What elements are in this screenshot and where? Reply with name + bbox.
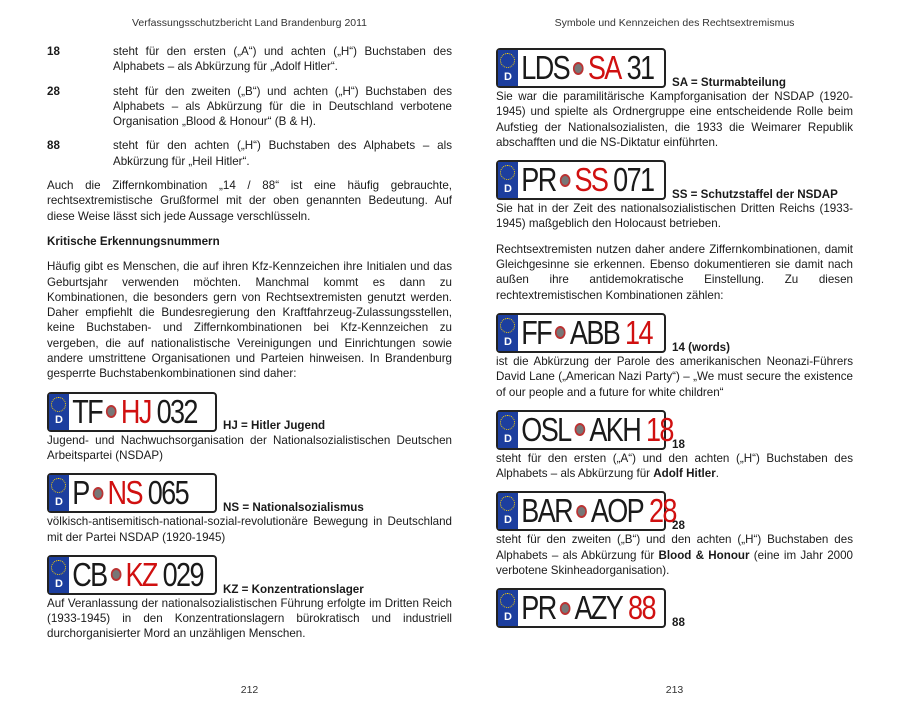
left-page-body (47, 44, 452, 652)
eu-stars-icon (51, 478, 66, 493)
definition-text: steht für den ersten („A“) und achten („H“) Buchstaben des Alphabets – als Abkürzung für „Adolf Hitler“. (113, 45, 452, 74)
plate-description: Jugend- und Nachwuchsorganisation der Nationalsozialistischen Deutschen Arbeitspartei (NSDAP) (47, 433, 452, 462)
license-plate (496, 48, 666, 88)
description-text: (eine im Jahr 2000 verbotene Skinheadorganisation). (496, 548, 853, 578)
plate-row-88 (496, 588, 853, 628)
eu-band (498, 412, 518, 448)
definition-number: 18 (47, 45, 60, 58)
country-code: D (55, 495, 63, 508)
license-plate (47, 473, 217, 513)
plate-row-sa (496, 48, 853, 88)
right-page (496, 0, 853, 712)
plate-district: OSL (521, 410, 571, 448)
plate-row-ns (47, 473, 452, 513)
license-plate (496, 160, 666, 200)
description-text: steht für den ersten („A“) und den achten („H“) Buchstaben des Alphabets – als Abkürzung für (496, 451, 853, 481)
plate-description: völkisch-antisemitisch-national-sozial-revolutionäre Bewegung in Deutschland mit der Partei NSDAP (1920-1945) (47, 515, 452, 544)
plate-row-28 (496, 491, 853, 531)
registration-seal-icon (576, 505, 587, 518)
plate-row-18 (496, 410, 853, 450)
eu-band (498, 50, 518, 86)
registration-seal-icon (111, 568, 122, 581)
page-number-left: 212 (240, 684, 259, 696)
eu-stars-icon (51, 560, 66, 575)
eu-stars-icon (500, 165, 515, 180)
plate-caption: NS = Nationalsozialismus (223, 500, 364, 514)
license-plate (496, 313, 666, 353)
country-code: D (504, 611, 512, 624)
plate-caption: 18 (672, 437, 685, 451)
eu-stars-icon (500, 318, 515, 333)
plate-digits: 14 (625, 313, 652, 351)
right-page-body (496, 48, 853, 629)
plate-district: LDS (521, 49, 570, 86)
registration-seal-icon (560, 174, 571, 187)
running-head-left: Verfassungsschutzbericht Land Brandenburg 2011 (131, 17, 368, 29)
country-code: D (504, 514, 512, 527)
plate-digits: 065 (147, 474, 188, 512)
plate-digits: 88 (628, 589, 655, 627)
definition-text: steht für den zweiten („B“) und achten („H“) Buchstaben des Alphabets – als Abkürzung für die in Deutschland verbotene Organisation „Blood & Honour“ (B & H). (113, 84, 452, 129)
license-plate (47, 555, 217, 595)
plate-letters: ABB (569, 313, 620, 351)
description-emphasis: Adolf Hitler (653, 467, 716, 481)
plate-digits: 28 (648, 492, 676, 530)
country-code: D (55, 577, 63, 590)
definition-number: 28 (47, 84, 60, 98)
paragraph-combination: Auch die Ziffernkombination „14 / 88“ ist eine häufig gebrauchte, rechtsextremistische Grußformel mit der oben genannten Bedeutung. Auf diese Weise lässt sich jede Aussage verschlüsseln. (47, 179, 452, 223)
plate-district: BAR (521, 492, 573, 530)
license-plate (496, 588, 666, 628)
paragraph-numbers: Rechtsextremisten nutzen daher andere Ziffernkombinationen, damit Gleichgesinne sie erkennen. Ebenso dokumentieren sie damit nach außen ihre antidemokratische Einstellung. Zu diesen rechtextremistischen Kombinationen zählen: (496, 242, 853, 302)
eu-band (49, 557, 69, 593)
plate-caption: 28 (672, 519, 685, 533)
eu-band (498, 162, 518, 198)
plate-district: FF (521, 313, 552, 351)
plate-district: TF (72, 392, 103, 430)
license-plate (496, 410, 673, 450)
plate-description: Auf Veranlassung der nationalsozialistischen Führung erfolgte im Dritten Reich (1933-1945) in den Konzentrationslagern bürokratisch und industriell durchorganisierter Mord an unzähligen Menschen. (47, 596, 452, 641)
plate-description: ist die Abkürzung der Parole des amerikanischen Neonazi-Führers David Lane („American Nazi Party“) – „We must secure the existence of our people and a future for white children“ (496, 354, 853, 399)
country-code: D (55, 414, 63, 427)
eu-stars-icon (51, 397, 66, 412)
description-text: steht für den zweiten („B“) und den achten („H“) Buchstaben des Alphabets – als Abkürzung für (496, 533, 853, 562)
plate-description: Sie hat in der Zeit des nationalsozialistischen Dritten Reichs (1933-1945) maßgeblich den Holocaust betrieben. (496, 202, 853, 231)
plate-letters: AOP (590, 492, 644, 530)
country-code: D (504, 70, 512, 83)
running-head-right: Symbole und Kennzeichen des Rechtsextremismus (554, 17, 795, 29)
plate-digits: 071 (613, 161, 654, 199)
subheading: Kritische Erkennungsnummern (47, 234, 220, 248)
plate-letters: KZ (125, 555, 157, 593)
eu-stars-icon (500, 496, 515, 511)
eu-stars-icon (500, 53, 515, 68)
plate-caption: SS = Schutzstaffel der NSDAP (672, 187, 838, 201)
plate-district: PR (521, 589, 556, 627)
plate-letters: SA (587, 49, 621, 86)
eu-stars-icon (500, 593, 515, 608)
plate-row-ss (496, 160, 853, 200)
eu-band (498, 493, 518, 529)
paragraph-intro: Häufig gibt es Menschen, die auf ihren Kfz-Kennzeichen ihre Initialen und das Geburtsjahr verwenden möchten. Manchmal kommt es dann zu Kombinationen, die besonders gern von Rechtsextremisten genutzt werden. Daher empfiehlt die Bundesregierung den Kraftfahrzeug-Zulassungsstellen, keine Buchstaben- und Ziffernkombinationen bei Kfz-Kennzeichen zu vergeben, die auf nationalistische Vereinigungen und Einrichtungen sowie andere umstrittene Organisationen und Parteien hinweisen. In Brandenburg gesperrte Buchstabenkombinationen sind daher: (47, 260, 452, 381)
definition-18 (47, 44, 452, 75)
definition-number: 88 (47, 139, 60, 153)
description-emphasis: Blood & Honour (658, 548, 750, 562)
plate-row-kz (47, 555, 452, 595)
eu-band (49, 394, 69, 430)
plate-letters: AZY (574, 589, 623, 627)
plate-caption: KZ = Konzentrationslager (223, 582, 364, 596)
registration-seal-icon (560, 602, 571, 615)
plate-caption: 14 (words) (672, 340, 730, 354)
plate-district: P (72, 474, 89, 512)
country-code: D (504, 335, 512, 348)
plate-description: Sie war die paramilitärische Kampforganisation der NSDAP (1920-1945) und spielte als Ordnergruppe eine entscheidende Rolle beim Aufstieg der Nationalsozialisten, die 1933 die Weimarer Republik abschafften und die NS-Diktatur einführten. (496, 90, 853, 149)
plate-digits: 029 (162, 555, 203, 593)
plate-caption: HJ = Hitler Jugend (223, 419, 326, 433)
plate-digits: 032 (156, 392, 197, 430)
plate-description (496, 532, 853, 578)
plate-digits: 18 (645, 410, 673, 448)
plate-caption: 88 (672, 616, 685, 630)
description-text: . (715, 467, 719, 481)
registration-seal-icon (555, 326, 566, 339)
definition-text: steht für den achten („H“) Buchstaben des Alphabets – als Abkürzung für „Heil Hitler“. (113, 139, 452, 168)
plate-letters: HJ (120, 392, 151, 430)
left-page (47, 0, 452, 712)
plate-row-hj (47, 392, 452, 432)
plate-letters: SS (574, 161, 608, 199)
registration-seal-icon (93, 487, 104, 500)
eu-band (498, 590, 518, 626)
plate-digits: 31 (626, 49, 654, 86)
definition-88 (47, 138, 452, 169)
eu-band (498, 315, 518, 351)
definition-28 (47, 84, 452, 130)
registration-seal-icon (106, 405, 117, 418)
registration-seal-icon (573, 62, 584, 75)
plate-district: PR (521, 161, 556, 199)
plate-caption: SA = Sturmabteilung (672, 75, 786, 89)
eu-band (49, 475, 69, 511)
registration-seal-icon (575, 423, 586, 436)
page-number-right: 213 (665, 684, 684, 696)
license-plate (496, 491, 676, 531)
plate-letters: NS (107, 474, 142, 512)
plate-district: CB (72, 555, 107, 593)
plate-letters: AKH (589, 410, 641, 448)
plate-description (496, 451, 853, 482)
license-plate (47, 392, 217, 432)
plate-row-14 (496, 313, 853, 353)
country-code: D (504, 182, 512, 195)
country-code: D (504, 432, 512, 445)
eu-stars-icon (500, 415, 515, 430)
